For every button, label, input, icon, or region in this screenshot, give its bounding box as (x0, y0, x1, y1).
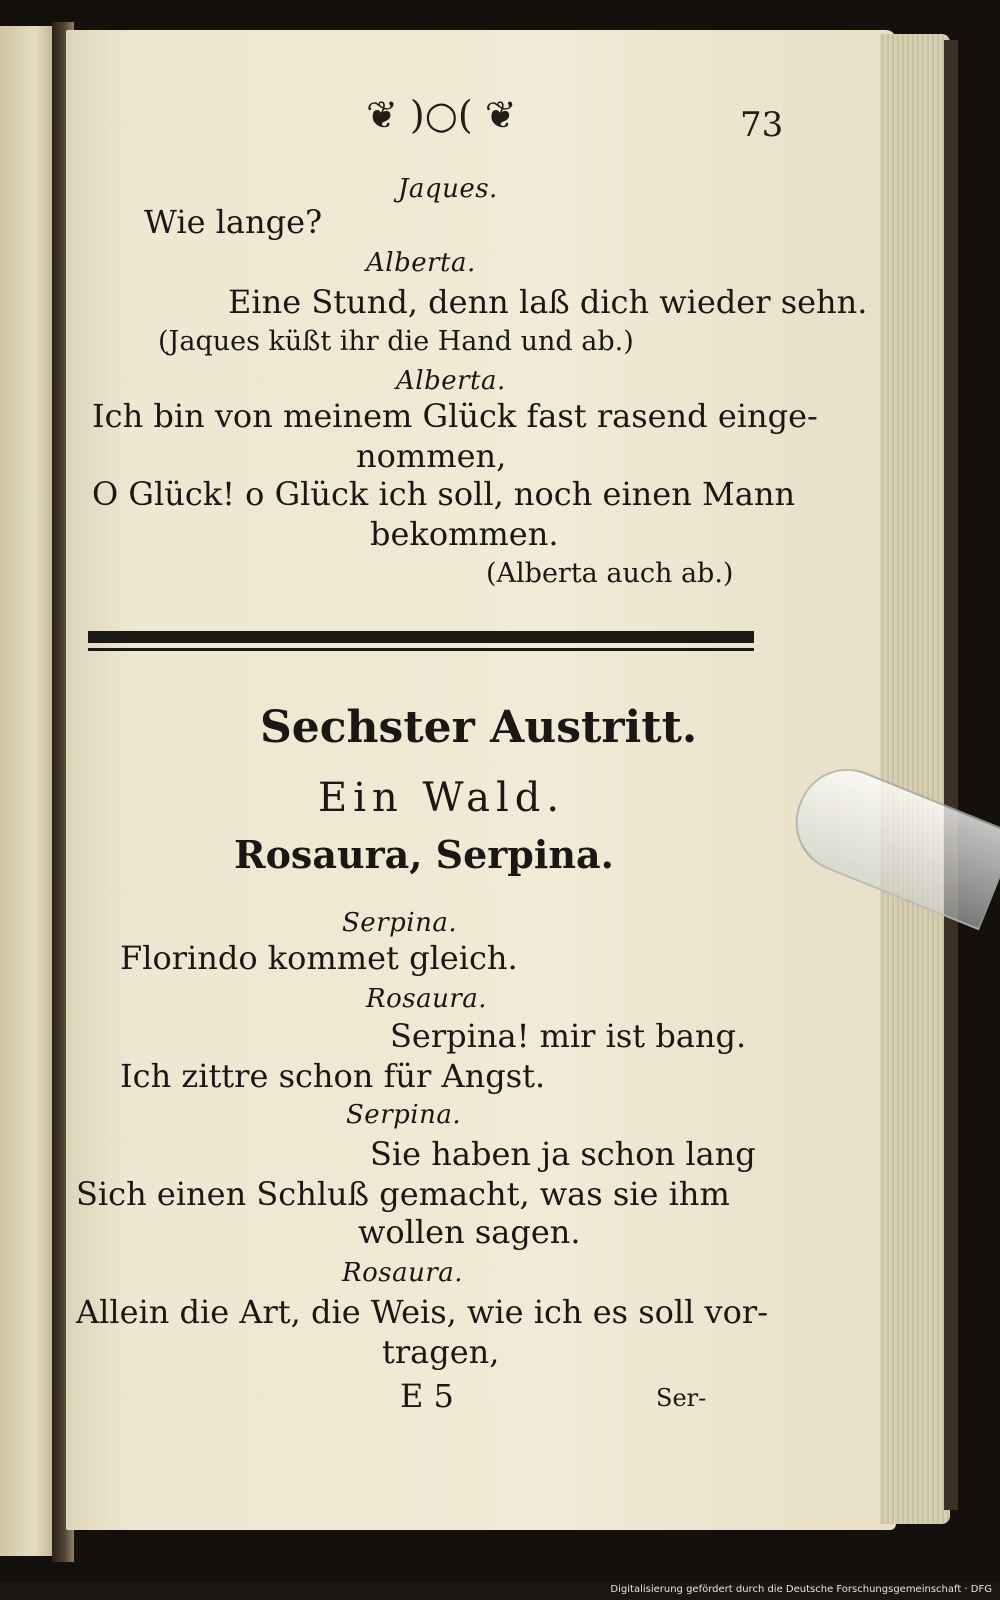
dialogue-line: Sich einen Schluß gemacht, was sie ihm (76, 1175, 730, 1213)
speaker-jaques: Jaques. (398, 174, 498, 204)
speaker-serpina: Serpina. (346, 1100, 462, 1130)
page-number: 73 (740, 105, 784, 145)
digitization-credit: Digitalisierung gefördert durch die Deutsche Forschungsgemeinschaft · DFG (610, 1584, 992, 1595)
dialogue-line: Wie lange? (144, 203, 323, 241)
dialogue-line: Ich zittre schon für Angst. (120, 1057, 546, 1095)
dialogue-line: O Glück! o Glück ich soll, noch einen Mann (92, 475, 796, 513)
dialogue-line: bekommen. (370, 515, 559, 553)
page-content (66, 30, 896, 1530)
speaker-serpina: Serpina. (342, 908, 458, 938)
dialogue-line: Serpina! mir ist bang. (390, 1017, 747, 1055)
header-ornaments: ❦ )○( ❦ (366, 93, 517, 137)
stage-direction: (Alberta auch ab.) (486, 558, 734, 589)
book-cover-edge (944, 40, 958, 1510)
dialogue-line: Ich bin von meinem Glück fast rasend einge- (92, 397, 818, 435)
section-rule (88, 631, 754, 643)
scene-title: Sechster Austritt. (260, 702, 698, 753)
dialogue-line: Florindo kommet gleich. (120, 939, 518, 977)
scene-persons: Rosaura, Serpina. (234, 832, 614, 877)
signature-mark: E 5 (400, 1377, 454, 1415)
dialogue-line: Sie haben ja schon lang (370, 1135, 756, 1173)
stage-direction: (Jaques küßt ihr die Hand und ab.) (158, 326, 634, 357)
speaker-rosaura: Rosaura. (366, 984, 488, 1014)
dialogue-line: nommen, (356, 437, 507, 475)
speaker-rosaura: Rosaura. (342, 1258, 464, 1288)
speaker-alberta: Alberta. (366, 248, 476, 278)
catchword: Ser- (656, 1384, 707, 1412)
dialogue-line: Allein die Art, die Weis, wie ich es soll vor- (76, 1293, 768, 1331)
scene-location: Ein Wald. (318, 775, 566, 821)
dialogue-line: wollen sagen. (358, 1213, 581, 1251)
speaker-alberta: Alberta. (396, 366, 506, 396)
left-page-edge (0, 26, 58, 1556)
dialogue-line: Eine Stund, denn laß dich wieder sehn. (228, 283, 868, 321)
section-rule-thin (88, 648, 754, 651)
dialogue-line: tragen, (382, 1333, 500, 1371)
